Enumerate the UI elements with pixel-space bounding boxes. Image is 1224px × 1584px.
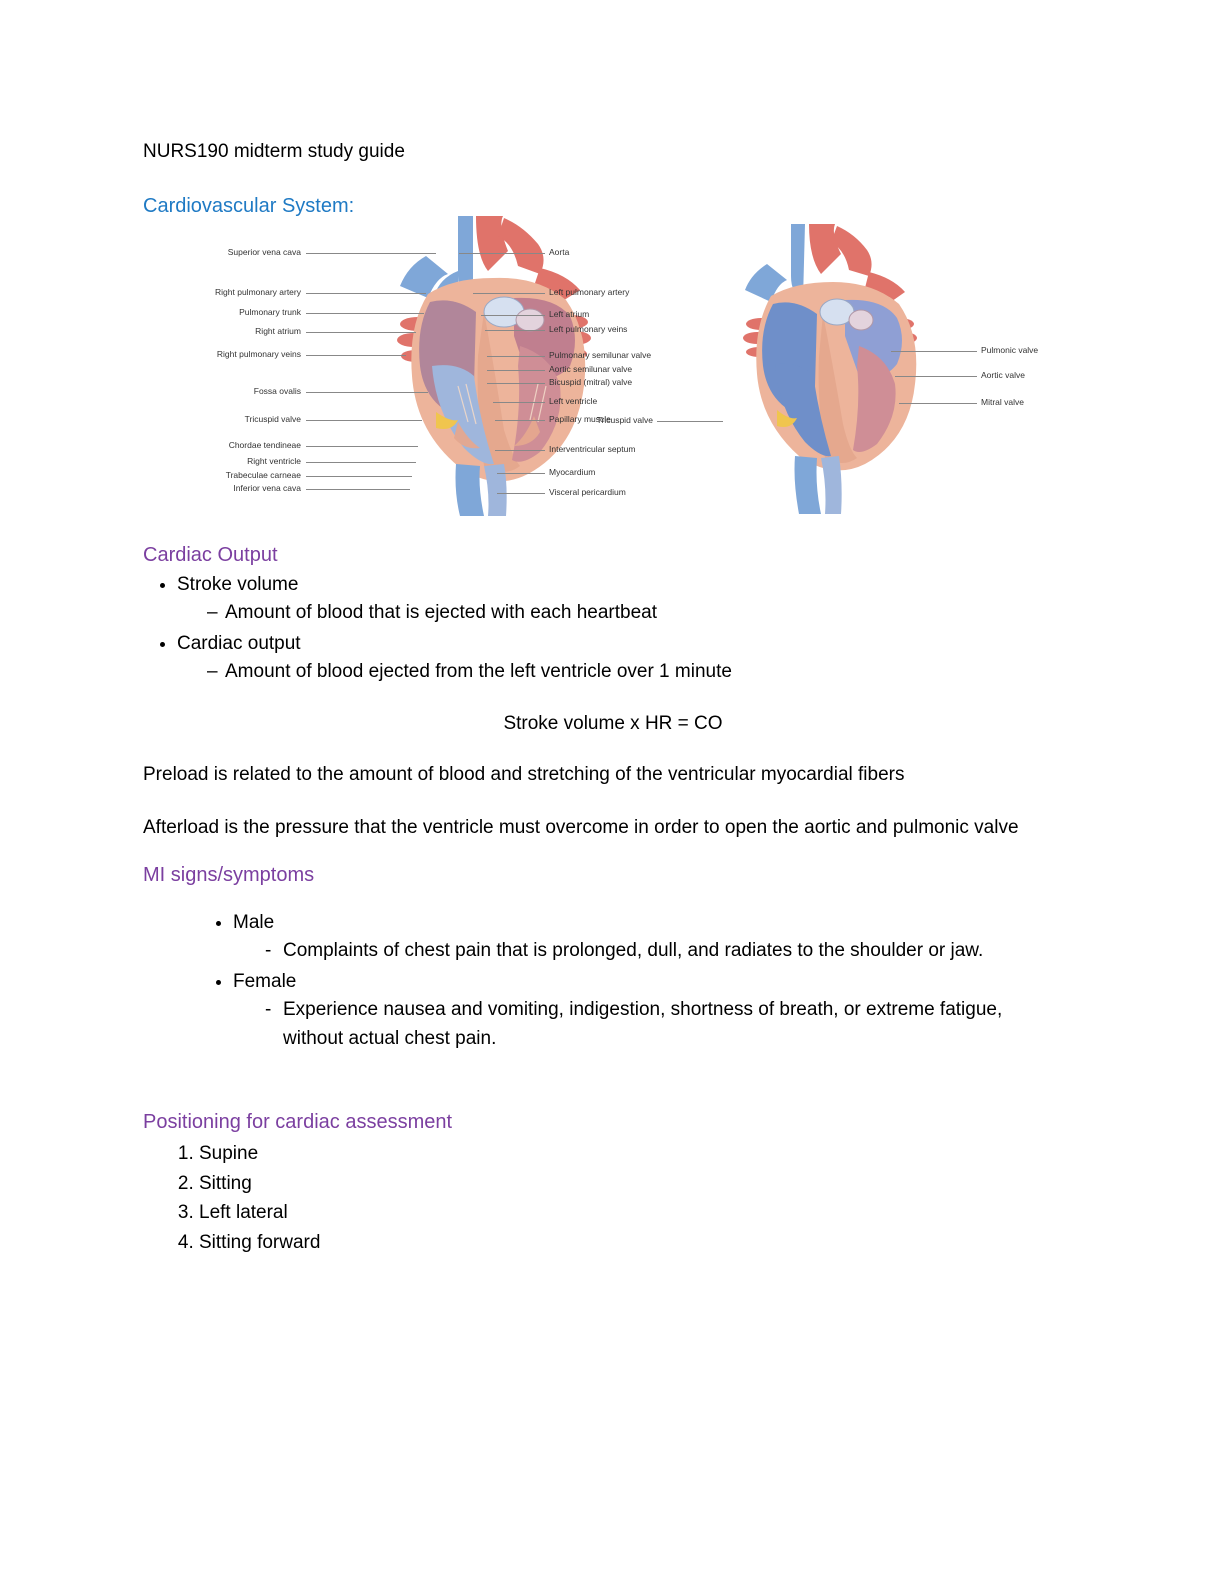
heading-mi-signs-symptoms: MI signs/symptoms bbox=[143, 863, 315, 886]
figure-label-right-second-view: Pulmonic valve bbox=[981, 344, 1039, 355]
leader-line bbox=[891, 351, 977, 352]
page-title: NURS190 midterm study guide bbox=[143, 141, 405, 162]
leader-line bbox=[306, 420, 422, 421]
list-item-label: Female bbox=[233, 970, 297, 992]
leader-line bbox=[493, 402, 545, 403]
sub-list-item: – Amount of blood that is ejected with each heartbeat bbox=[207, 599, 1083, 628]
figure-label-left: Tricuspid valve bbox=[244, 413, 301, 424]
positioning-list bbox=[143, 1140, 1083, 1257]
list-item-label: Cardiac output bbox=[177, 632, 301, 654]
heading-cardiovascular-system: Cardiovascular System: bbox=[143, 194, 355, 217]
leader-line bbox=[306, 462, 416, 463]
figure-label-right: Myocardium bbox=[549, 466, 596, 477]
leader-line bbox=[487, 356, 545, 357]
figure-label-right: Bicuspid (mitral) valve bbox=[549, 376, 633, 387]
leader-line bbox=[306, 446, 418, 447]
figure-label-left: Superior vena cava bbox=[227, 246, 301, 257]
heart-illustration-valves bbox=[733, 224, 953, 514]
cardiac-output-list bbox=[143, 571, 1083, 687]
figure-label-left: Right pulmonary veins bbox=[216, 348, 301, 359]
document-content bbox=[143, 140, 1083, 1258]
leader-line bbox=[306, 253, 436, 254]
leader-line bbox=[487, 383, 545, 384]
list-item-label: Male bbox=[233, 911, 275, 933]
leader-line bbox=[306, 489, 410, 490]
list-item: 3. Left lateral bbox=[199, 1199, 1083, 1228]
sub-list bbox=[233, 937, 1083, 966]
sub-list bbox=[177, 658, 1083, 687]
figure-label-right: Left pulmonary veins bbox=[549, 323, 628, 334]
list-item: 1. Supine bbox=[199, 1140, 1083, 1169]
figure-label-right: Visceral pericardium bbox=[549, 486, 626, 497]
list-item bbox=[233, 968, 1083, 1054]
figure-label-right: Papillary muscle bbox=[549, 413, 611, 424]
sub-list bbox=[233, 996, 1083, 1053]
figure-label-left: Chordae tendineae bbox=[228, 439, 301, 450]
list-item-label: Stroke volume bbox=[177, 573, 299, 595]
figure-label-left: Pulmonary trunk bbox=[239, 306, 301, 317]
leader-line bbox=[459, 253, 545, 254]
leader-line bbox=[487, 370, 545, 371]
leader-line bbox=[306, 332, 416, 333]
sub-list-item: - Complaints of chest pain that is prolonged, dull, and radiates to the shoulder or jaw. bbox=[265, 937, 1083, 966]
leader-line bbox=[895, 376, 977, 377]
heading-positioning: Positioning for cardiac assessment bbox=[143, 1111, 453, 1134]
cardiac-output-formula: Stroke volume x HR = CO bbox=[503, 712, 723, 734]
leader-line bbox=[657, 421, 723, 422]
list-item: 4. Sitting forward bbox=[199, 1229, 1083, 1258]
figure-label-left: Fossa ovalis bbox=[253, 385, 301, 396]
figure-label-right-second-view: Aortic valve bbox=[981, 369, 1025, 380]
leader-line bbox=[485, 330, 545, 331]
afterload-definition: Afterload is the pressure that the ventricle must overcome in order to open the aortic and pulmonic valve bbox=[143, 817, 1019, 839]
figure-label-right: Left ventricle bbox=[549, 395, 598, 406]
leader-line bbox=[495, 450, 545, 451]
sub-list bbox=[177, 599, 1083, 628]
leader-line bbox=[495, 420, 545, 421]
figure-label-right-second-view: Mitral valve bbox=[981, 396, 1024, 407]
figure-label-left: Right atrium bbox=[255, 325, 301, 336]
figure-label-left: Right pulmonary artery bbox=[215, 286, 301, 297]
leader-line bbox=[899, 403, 977, 404]
leader-line bbox=[306, 313, 424, 314]
leader-line bbox=[306, 355, 406, 356]
figure-label-right: Left atrium bbox=[549, 308, 590, 319]
leader-line bbox=[481, 315, 545, 316]
sub-list-item: - Experience nausea and vomiting, indigestion, shortness of breath, or extreme fatigue, without actual chest pain. bbox=[265, 996, 1023, 1053]
mi-signs-list bbox=[143, 909, 1083, 1054]
figure-label-left: Right ventricle bbox=[247, 455, 301, 466]
heart-anatomy-figure bbox=[143, 226, 1083, 526]
figure-label-right: Interventricular septum bbox=[549, 443, 636, 454]
list-item bbox=[177, 571, 1083, 628]
leader-line bbox=[497, 473, 545, 474]
list-item: 2. Sitting bbox=[199, 1170, 1083, 1199]
leader-line bbox=[306, 293, 426, 294]
list-item bbox=[177, 630, 1083, 687]
figure-label-right: Aortic semilunar valve bbox=[549, 363, 633, 374]
leader-line bbox=[306, 476, 412, 477]
heading-cardiac-output: Cardiac Output bbox=[143, 543, 278, 566]
leader-line bbox=[497, 493, 545, 494]
figure-label-right: Pulmonary semilunar valve bbox=[549, 349, 652, 360]
figure-label-left: Inferior vena cava bbox=[233, 482, 301, 493]
sub-list-item: – Amount of blood ejected from the left ventricle over 1 minute bbox=[207, 658, 1083, 687]
preload-definition: Preload is related to the amount of blood and stretching of the ventricular myocardial fibers bbox=[143, 763, 905, 785]
leader-line bbox=[473, 293, 545, 294]
leader-line bbox=[306, 392, 428, 393]
figure-label-right: Aorta bbox=[549, 246, 570, 257]
list-item bbox=[233, 909, 1083, 966]
figure-label-left: Trabeculae carneae bbox=[225, 469, 301, 480]
figure-label-right: Left pulmonary artery bbox=[549, 286, 630, 297]
figure-label-left-second-view: Tricuspid valve bbox=[596, 414, 653, 425]
